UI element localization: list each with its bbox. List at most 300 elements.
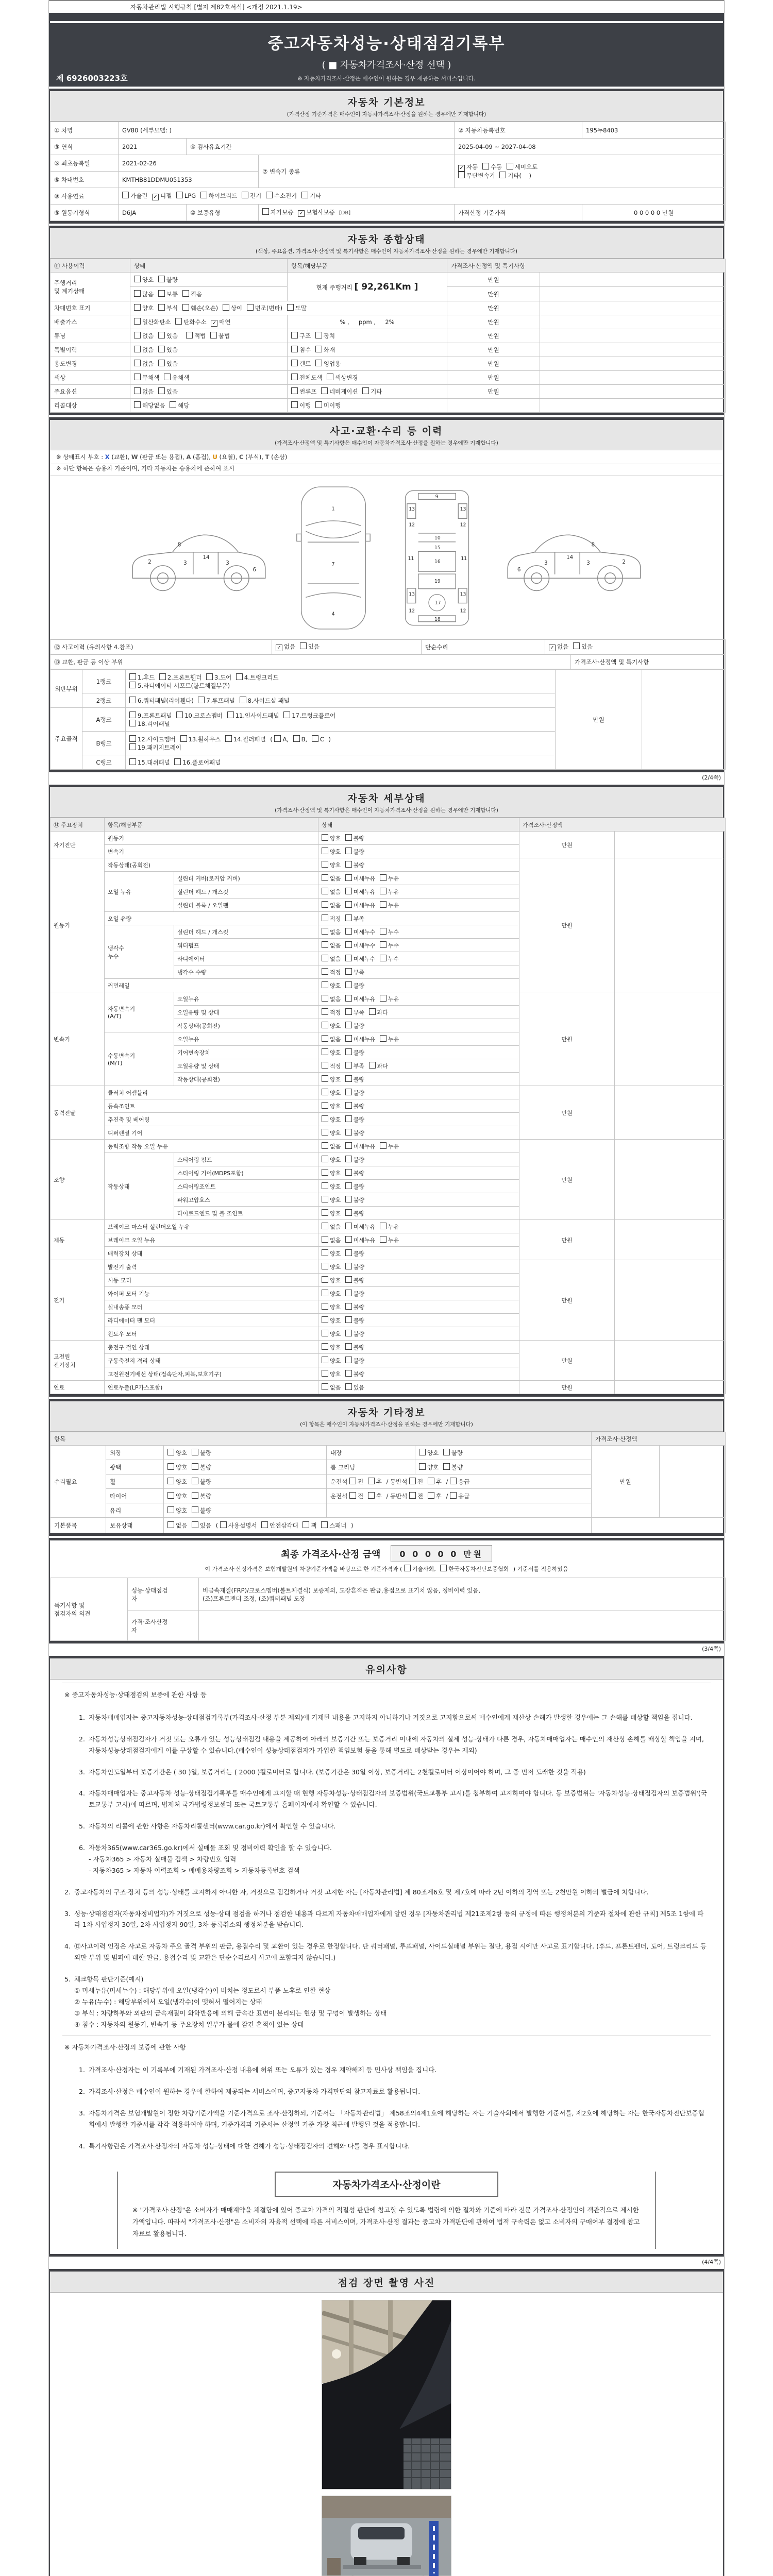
checkbox-부족[interactable]: 부족 xyxy=(345,968,364,976)
appraiser-remark xyxy=(199,1611,726,1641)
checkbox-기타[interactable]: 기타 xyxy=(362,387,382,396)
section-subtitle: (가격조사·산정액 및 특기사항은 매수인이 자동차가격조사·산정을 원하는 경우에만 기재합니다) xyxy=(275,807,498,814)
checkbox-불량[interactable]: 불량 xyxy=(345,1102,364,1110)
cell: 원동기 xyxy=(51,858,105,992)
checkbox-미세누유[interactable]: 미세누유 xyxy=(345,874,376,883)
checkbox-양호[interactable]: 양호 xyxy=(322,1075,341,1083)
checkbox-부족[interactable]: 부족 xyxy=(345,914,364,923)
checkbox-전[interactable]: 전 xyxy=(349,1478,363,1486)
checkbox-기타( )[interactable]: 기타( ) xyxy=(499,172,531,180)
checkbox-양호[interactable]: 양호 xyxy=(167,1463,187,1471)
checkbox-양호[interactable]: 양호 xyxy=(134,304,154,312)
checkbox-누유[interactable]: 누유 xyxy=(380,1223,399,1231)
checkbox-누유[interactable]: 누유 xyxy=(380,888,399,896)
final-price-note: 이 가격조사·산정가격은 보험개발원의 차량기준가액을 바탕으로 한 기준가격과 ( 기술사회, 한국자동차진단보증협회 ) 기준서를 적용하였음 xyxy=(205,1566,568,1572)
checkbox-해당없음[interactable]: 해당없음 xyxy=(134,401,165,410)
section-title: 자동차 기타정보 xyxy=(347,1407,426,1418)
checkbox-있음[interactable]: 있음 xyxy=(192,1521,211,1530)
checkbox-불량[interactable]: 불량 xyxy=(192,1449,211,1457)
checkbox-전기[interactable]: 전기 xyxy=(242,192,261,200)
cell: 브레이크 마스터 실린더오일 누유 xyxy=(105,1220,318,1233)
checkbox-양호[interactable]: 양호 xyxy=(322,1129,341,1137)
checkbox-보험사보증[interactable]: ✓ 보험사보증 xyxy=(298,208,335,217)
checkbox-장치[interactable]: 장치 xyxy=(315,332,335,340)
cell: 만원 xyxy=(447,371,540,385)
checkbox-LPG[interactable]: LPG xyxy=(176,192,196,199)
checkbox-없음[interactable]: 없음 xyxy=(322,901,341,909)
checkbox-있음[interactable]: 있음 xyxy=(158,346,178,354)
checkbox-상이[interactable]: 상이 xyxy=(223,304,242,312)
cell: 스티어링 펌프 xyxy=(174,1153,318,1166)
checkbox-불량[interactable]: 불량 xyxy=(345,1196,364,1204)
cell xyxy=(615,1381,726,1394)
checkbox-보통[interactable]: 보통 xyxy=(158,290,178,298)
checkbox-양호[interactable]: 양호 xyxy=(322,1089,341,1097)
cell xyxy=(272,640,422,654)
checkbox-양호[interactable]: 양호 xyxy=(419,1449,439,1457)
checkbox-있음[interactable]: 있음 xyxy=(345,1383,364,1392)
diagram-label: 19 xyxy=(434,579,441,584)
notice-item: 5. 자동차의 리콜에 관한 사항은 자동차리콜센터(www.car.go.kr)에서 확인할 수 있습니다. xyxy=(79,1822,336,1831)
checkbox-2.프론트휀더[interactable]: 2.프론트휀더 xyxy=(159,673,202,682)
checkbox-양호[interactable]: 양호 xyxy=(322,1370,341,1378)
checkbox-과다[interactable]: 과다 xyxy=(369,1062,388,1070)
cell: 2랭크 xyxy=(82,693,126,708)
inspection-photo-2 xyxy=(322,2496,451,2576)
checkbox-구조[interactable]: 구조 xyxy=(291,332,311,340)
checkbox-없음[interactable]: 없음 xyxy=(322,874,341,883)
cell xyxy=(318,952,519,965)
checkbox-부족[interactable]: 부족 xyxy=(345,1062,364,1070)
diagram-label: 3 xyxy=(226,560,229,567)
checkbox-누유[interactable]: 누유 xyxy=(380,1142,399,1150)
checkbox-양호[interactable]: 양호 xyxy=(322,848,341,856)
detail-condition-table xyxy=(50,818,723,1394)
checkbox-누유[interactable]: 누유 xyxy=(380,1236,399,1244)
checkbox-불량[interactable]: 불량 xyxy=(192,1463,211,1471)
checkbox-해당[interactable]: 해당 xyxy=(170,401,189,410)
notice-item: 3. 자동차인도일부터 보증기간은 ( 30 )일, 보증거리는 ( 2000 )킬로미터로 합니다. (보증기간은 30일 이상, 보증거리는 2천킬로미터 이상이어야 하며, 그 중 먼저 도래한 것을 적용) xyxy=(79,1768,586,1776)
label-vin: ⑥ 차대번호 xyxy=(51,172,119,188)
cell: 기어변속장치 xyxy=(174,1046,318,1059)
checkbox-탄화수소[interactable]: 탄화수소 xyxy=(175,318,206,326)
checkbox-양호[interactable]: 양호 xyxy=(322,1303,341,1311)
checkbox-양호[interactable]: 양호 xyxy=(322,1276,341,1284)
checkbox-C[interactable]: C xyxy=(312,735,324,743)
checkbox-없음[interactable]: 없음 xyxy=(134,332,154,340)
checkbox-5.라디에이터 서포트(볼트체결부품)[interactable]: 5.라디에이터 서포트(볼트체결부품) xyxy=(129,682,230,690)
section-final-price xyxy=(49,1538,724,1643)
checkbox-8.사이드실 패널[interactable]: 8.사이드실 패널 xyxy=(240,697,290,705)
panel-rank-table xyxy=(50,669,723,770)
checkbox-불량[interactable]: 불량 xyxy=(345,1370,364,1378)
checkbox-19.패키지트레이[interactable]: 19.패키지트레이 xyxy=(129,743,181,752)
cell xyxy=(130,273,288,287)
checkbox-6.쿼터패널(리어휀다)[interactable]: 6.쿼터패널(리어휀다) xyxy=(129,697,194,705)
checkbox-양호[interactable]: 양호 xyxy=(134,276,154,284)
cell xyxy=(318,1113,519,1126)
checkbox-불량[interactable]: 불량 xyxy=(345,1263,364,1271)
checkbox-색상변경[interactable]: 색상변경 xyxy=(327,374,358,382)
cell xyxy=(318,1367,519,1381)
cell: 만원 xyxy=(447,357,540,371)
cell xyxy=(318,899,519,912)
cell xyxy=(288,343,447,357)
cell xyxy=(318,965,519,979)
cell xyxy=(164,1446,327,1460)
checkbox-누수[interactable]: 누수 xyxy=(380,955,399,963)
checkbox-무채색[interactable]: 무채색 xyxy=(134,374,159,382)
checkbox-누수[interactable]: 누수 xyxy=(380,941,399,950)
checkbox-없음[interactable]: 없음 xyxy=(322,1236,341,1244)
checkbox-양호[interactable]: 양호 xyxy=(322,1196,341,1204)
checkbox-침수[interactable]: 침수 xyxy=(291,346,311,354)
cell xyxy=(164,1489,327,1503)
checkbox-영업용[interactable]: 영업용 xyxy=(315,360,341,368)
checkbox-불량[interactable]: 불량 xyxy=(443,1449,463,1457)
checkbox-누수[interactable]: 누수 xyxy=(380,928,399,936)
checkbox-유채색[interactable]: 유채색 xyxy=(164,374,189,382)
diagram-label: 12 xyxy=(460,608,466,614)
checkbox-양호[interactable]: 양호 xyxy=(322,1316,341,1325)
checkbox-미세누유[interactable]: 미세누유 xyxy=(345,901,376,909)
checkbox-불량[interactable]: 불량 xyxy=(345,981,364,990)
checkbox-있음[interactable]: 있음 xyxy=(158,332,178,340)
checkbox-양호[interactable]: 양호 xyxy=(322,1343,341,1351)
checkbox-후[interactable]: 후 xyxy=(428,1478,442,1486)
checkbox-사용설명서[interactable]: 사용설명서 xyxy=(220,1521,257,1530)
checkbox-적정[interactable]: 적정 xyxy=(322,1008,341,1016)
checkbox-불량[interactable]: 불량 xyxy=(345,1249,364,1258)
checkbox-응급[interactable]: 응급 xyxy=(450,1492,469,1500)
checkbox-적정[interactable]: 적정 xyxy=(322,968,341,976)
cell: 배력장치 상태 xyxy=(105,1247,318,1260)
checkbox-렌트[interactable]: 렌트 xyxy=(291,360,311,368)
checkbox-스패너[interactable]: 스패너 xyxy=(321,1521,346,1530)
checkbox-양호[interactable]: 양호 xyxy=(322,981,341,990)
checkbox-A,[interactable]: A, xyxy=(274,735,289,743)
cell: 만원 xyxy=(519,1260,615,1341)
checkbox-불량[interactable]: 불량 xyxy=(345,1156,364,1164)
checkbox-미세누유[interactable]: 미세누유 xyxy=(345,1035,376,1043)
checkbox-양호[interactable]: 양호 xyxy=(322,1290,341,1298)
checkbox-미세누유[interactable]: 미세누유 xyxy=(345,1142,376,1150)
cell: 자동변속기 (A/T) xyxy=(105,992,174,1032)
cell xyxy=(318,1233,519,1247)
checkbox-불량[interactable]: 불량 xyxy=(345,1209,364,1217)
section-subtitle: (가격산정 기준가격은 매수인이 자동차가격조사·산정을 원하는 경우에만 기재합니다) xyxy=(287,111,486,117)
car-diagram-side-right xyxy=(502,506,646,609)
checkbox-불량[interactable]: 불량 xyxy=(345,1089,364,1097)
checkbox-15.대쉬패널[interactable]: 15.대쉬패널 xyxy=(129,758,170,767)
diagram-label: 3 xyxy=(544,560,548,567)
cell: 만원 xyxy=(519,1140,615,1220)
checkbox-양호[interactable]: 양호 xyxy=(322,861,341,869)
checkbox-양호[interactable]: 양호 xyxy=(322,1169,341,1177)
checkbox-없음[interactable]: ✓ 없음 xyxy=(276,642,295,651)
section-detail-title-band xyxy=(50,787,723,818)
checkbox-7.루프패널[interactable]: 7.루프패널 xyxy=(198,697,234,705)
cell xyxy=(415,1460,592,1475)
checkbox-없음[interactable]: 없음 xyxy=(322,1142,341,1150)
cell: 디퍼렌셜 기어 xyxy=(105,1126,318,1140)
cell xyxy=(130,371,288,385)
checkbox-적정[interactable]: 적정 xyxy=(322,1062,341,1070)
checkbox-17.트렁크플로어[interactable]: 17.트렁크플로어 xyxy=(283,711,335,720)
notice-item: 2. 중고자동차의 구조·장치 등의 성능·상태를 고지하지 아니한 자, 거짓으로 점검하거나 거짓 고지한 자는 [자동차관리법] 제 80조제6호 및 제7호에 따라 2년 이하의 징역 또는 2천만원 이하의 벌금에 처합니다. xyxy=(64,1888,649,1896)
cell xyxy=(164,1475,327,1489)
checkbox-양호[interactable]: 양호 xyxy=(167,1478,187,1486)
checkbox-양호[interactable]: 양호 xyxy=(322,1156,341,1164)
checkbox-후[interactable]: 후 xyxy=(368,1478,382,1486)
cell: 동력조향 작동 오일 누유 xyxy=(105,1140,318,1153)
checkbox-불량[interactable]: 불량 xyxy=(345,1129,364,1137)
cell xyxy=(130,329,288,343)
checkbox-불량[interactable]: 불량 xyxy=(345,1182,364,1191)
checkbox-9.프론트패널[interactable]: 9.프론트패널 xyxy=(129,711,172,720)
cell: 타이로드엔드 및 볼 조인트 xyxy=(174,1207,318,1220)
checkbox-세미오토[interactable]: 세미오토 xyxy=(507,163,537,171)
cell: 항목/해당부품 xyxy=(288,259,447,273)
checkbox-불량[interactable]: 불량 xyxy=(192,1478,211,1486)
checkbox-양호[interactable]: 양호 xyxy=(322,1022,341,1030)
checkbox-불량[interactable]: 불량 xyxy=(345,1357,364,1365)
checkbox-미세누유[interactable]: 미세누유 xyxy=(345,888,376,896)
cell xyxy=(318,1073,519,1086)
checkbox-썬루프[interactable]: 썬루프 xyxy=(291,387,316,396)
checkbox-불량[interactable]: 불량 xyxy=(345,1169,364,1177)
checkbox-변조(변타)[interactable]: 변조(변타) xyxy=(247,304,282,312)
checkbox-누유[interactable]: 누유 xyxy=(380,995,399,1003)
checkbox-가솔린[interactable]: 가솔린 xyxy=(122,192,147,200)
checkbox-무단변속기[interactable]: 무단변속기 xyxy=(458,172,495,180)
checkbox-10.크로스멤버[interactable]: 10.크로스멤버 xyxy=(176,711,223,720)
checkbox-양호[interactable]: 양호 xyxy=(322,1330,341,1338)
checkbox-불량[interactable]: 불량 xyxy=(345,1048,364,1057)
checkbox-있음[interactable]: 있음 xyxy=(158,387,178,396)
basic-info-table xyxy=(50,122,723,221)
checkbox-3.도어[interactable]: 3.도어 xyxy=(206,673,231,682)
checkbox-없음[interactable]: 없음 xyxy=(322,941,341,950)
checkbox-자가보증[interactable]: 자가보증 xyxy=(262,208,293,216)
checkbox-있음[interactable]: 있음 xyxy=(300,642,320,651)
checkbox-불량[interactable]: 불량 xyxy=(345,834,364,842)
checkbox-화재[interactable]: 화재 xyxy=(315,346,335,354)
value-inspection-period: 2025-04-09 ~ 2027-04-08 xyxy=(455,139,726,155)
checkbox-불량[interactable]: 불량 xyxy=(345,1316,364,1325)
checkbox-후[interactable]: 후 xyxy=(428,1492,442,1500)
checkbox-없음[interactable]: ✓ 없음 xyxy=(549,642,568,651)
checkbox-양호[interactable]: 양호 xyxy=(167,1449,187,1457)
checkbox-16.플로어패널[interactable]: 16.플로어패널 xyxy=(174,758,221,767)
cell: 상태 xyxy=(130,259,288,273)
cell: 시동 모터 xyxy=(105,1274,318,1287)
diagram-label: 15 xyxy=(434,545,441,551)
checkbox-미세누유[interactable]: 미세누유 xyxy=(345,995,376,1003)
checkbox-부식[interactable]: 부식 xyxy=(158,304,178,312)
checkbox-있음[interactable]: 있음 xyxy=(573,642,593,651)
checkbox-한국자동차진단보증협회[interactable]: 한국자동차진단보증협회 xyxy=(440,1565,509,1573)
checkbox-자동[interactable]: ✓ 자동 xyxy=(458,163,478,172)
checkbox-미세누수[interactable]: 미세누수 xyxy=(345,955,376,963)
checkbox-양호[interactable]: 양호 xyxy=(167,1506,187,1515)
checkbox-없음[interactable]: 없음 xyxy=(134,360,154,368)
cell xyxy=(318,1032,519,1046)
checkbox-양호[interactable]: 양호 xyxy=(322,1182,341,1191)
checkbox-디젤[interactable]: ✓ 디젤 xyxy=(152,192,172,200)
section-basic-title-band xyxy=(50,91,723,122)
checkbox-양호[interactable]: 양호 xyxy=(322,1357,341,1365)
label-engine-type: ⑨ 원동기형식 xyxy=(51,205,119,221)
checkbox-적정[interactable]: 적정 xyxy=(322,914,341,923)
checkbox-불량[interactable]: 불량 xyxy=(345,861,364,869)
checkbox-전[interactable]: 전 xyxy=(349,1492,363,1500)
checkbox-기타[interactable]: 기타 xyxy=(301,192,321,200)
cell: 냉각수 수량 xyxy=(174,965,318,979)
value-fuel xyxy=(119,188,726,205)
cell xyxy=(540,273,726,287)
checkbox-전[interactable]: 전 xyxy=(409,1492,423,1500)
checkbox-미세누수[interactable]: 미세누수 xyxy=(345,928,376,936)
cell: 용도변경 xyxy=(51,357,130,371)
checkbox-있음[interactable]: 있음 xyxy=(158,360,178,368)
cell xyxy=(126,670,556,693)
checkbox-많음[interactable]: 많음 xyxy=(134,290,154,298)
checkbox-14.필러패널[interactable]: 14.필러패널 xyxy=(225,735,266,743)
checkbox-불량[interactable]: 불량 xyxy=(345,1075,364,1083)
checkbox-불량[interactable]: 불량 xyxy=(192,1506,211,1515)
checkbox-양호[interactable]: 양호 xyxy=(322,1115,341,1124)
cell: 오일누유 xyxy=(174,1032,318,1046)
checkbox-없음[interactable]: 없음 xyxy=(322,955,341,963)
checkbox-없음[interactable]: 없음 xyxy=(322,1035,341,1043)
cell: 오일누유 xyxy=(174,992,318,1006)
cell: 가격·조사산정 자 xyxy=(128,1611,199,1641)
checkbox-양호[interactable]: 양호 xyxy=(322,1209,341,1217)
checkbox-불량[interactable]: 불량 xyxy=(345,1343,364,1351)
notice-item: 6. 자동차365(www.car365.go.kr)에서 실매물 조회 및 정비이력 확인을 할 수 있습니다. - 자동차365 > 자동차 실매물 검색 > 차량번호 입력 - 자동차365 > 자동차 이력조회 > 매매용차량조회 > 자동차등록번호 검색 xyxy=(79,1844,332,1874)
checkbox-없음[interactable]: 없음 xyxy=(134,387,154,396)
checkbox-훼손(오손)[interactable]: 훼손(오손) xyxy=(182,304,218,312)
diagram-label: 13 xyxy=(409,591,415,598)
checkbox-18.리어패널[interactable]: 18.리어패널 xyxy=(129,720,170,728)
cell: 실린더 블록 / 오일팬 xyxy=(174,899,318,912)
checkbox-양호[interactable]: 양호 xyxy=(322,834,341,842)
checkbox-없음[interactable]: 없음 xyxy=(322,928,341,936)
checkbox-누유[interactable]: 누유 xyxy=(380,901,399,909)
cell xyxy=(318,1180,519,1193)
checkbox-적음[interactable]: 적음 xyxy=(182,290,202,298)
checkbox-잭[interactable]: 잭 xyxy=(303,1521,316,1530)
checkbox-없음[interactable]: 없음 xyxy=(322,888,341,896)
cell: 실내송풍 모터 xyxy=(105,1300,318,1314)
checkbox-1.후드[interactable]: 1.후드 xyxy=(129,673,155,682)
checkbox-불량[interactable]: 불량 xyxy=(345,1290,364,1298)
cell: 수동변속기 (M/T) xyxy=(105,1032,174,1086)
checkbox-양호[interactable]: 양호 xyxy=(322,1048,341,1057)
checkbox-없음[interactable]: 없음 xyxy=(322,1223,341,1231)
checkbox-없음[interactable]: 없음 xyxy=(134,346,154,354)
checkbox-부족[interactable]: 부족 xyxy=(345,1008,364,1016)
cell: 만원 xyxy=(447,329,540,343)
checkbox-불법[interactable]: 불법 xyxy=(210,332,230,340)
label-fuel: ⑧ 사용연료 xyxy=(51,188,119,205)
checkbox-불량[interactable]: 불량 xyxy=(345,1303,364,1311)
checkbox-불량[interactable]: 불량 xyxy=(345,848,364,856)
checkbox-없음[interactable]: 없음 xyxy=(322,1383,341,1392)
checkbox-도말[interactable]: 도말 xyxy=(287,304,307,312)
notice-item: 3. 자동차가격은 보험개발원이 정한 차량기준가액을 기준가격으로 조사·산정하되, 기준서는 「자동차관리법」 제58조의4제1호에 해당하는 자는 기술사회에서 발행한 기준서를, 제2호에 해당하는 자는 한국자동차진단보증협회에서 발행한 기준서를 각각 적용하여야 하며, 기준가격과 기준서는 산정일 기준 가장 최근에 발행된 것을 적용합니다. xyxy=(79,2109,704,2128)
checkbox-양호[interactable]: 양호 xyxy=(322,1102,341,1110)
cell xyxy=(540,287,726,301)
checkbox-불량[interactable]: 불량 xyxy=(345,1022,364,1030)
checkbox-4.트렁크리드[interactable]: 4.트렁크리드 xyxy=(236,673,279,682)
checkbox-양호[interactable]: 양호 xyxy=(419,1463,439,1471)
checkbox-응급[interactable]: 응급 xyxy=(450,1478,469,1486)
label-model-year: ③ 연식 xyxy=(51,139,119,155)
cell: 특기사항 및 점검자의 의견 xyxy=(51,1578,128,1641)
cell xyxy=(540,357,726,371)
checkbox-적법[interactable]: 적법 xyxy=(186,332,206,340)
checkbox-일산화탄소[interactable]: 일산화탄소 xyxy=(134,318,171,326)
checkbox-없음[interactable]: 없음 xyxy=(322,995,341,1003)
checkbox-불량[interactable]: 불량 xyxy=(443,1463,463,1471)
checkbox-양호[interactable]: 양호 xyxy=(322,1249,341,1258)
checkbox-불량[interactable]: 불량 xyxy=(345,1115,364,1124)
checkbox-전[interactable]: 전 xyxy=(409,1478,423,1486)
cell xyxy=(318,885,519,899)
checkbox-미이행[interactable]: 미이행 xyxy=(315,401,341,410)
checkbox-불량[interactable]: 불량 xyxy=(192,1492,211,1500)
checkbox-안전삼각대[interactable]: 안전삼각대 xyxy=(261,1521,298,1530)
checkbox-이행[interactable]: 이행 xyxy=(291,401,311,410)
cell xyxy=(615,992,726,1086)
checkbox-누유[interactable]: 누유 xyxy=(380,874,399,883)
checkbox-후[interactable]: 후 xyxy=(368,1492,382,1500)
checkbox-수동[interactable]: 수동 xyxy=(482,163,502,171)
cell: 와이퍼 모터 기능 xyxy=(105,1287,318,1300)
form-regulation-note: 자동차관리법 시행규칙 [별지 제82호서식] <개정 2021.1.19> xyxy=(49,0,724,13)
checkbox-11.인사이드패널[interactable]: 11.인사이드패널 xyxy=(227,711,279,720)
checkbox-없음[interactable]: 없음 xyxy=(167,1521,187,1530)
checkbox-누유[interactable]: 누유 xyxy=(380,1035,399,1043)
checkbox-양호[interactable]: 양호 xyxy=(167,1492,187,1500)
checkbox-불량[interactable]: 불량 xyxy=(345,1276,364,1284)
checkbox-B,[interactable]: B, xyxy=(293,735,308,743)
checkbox-과다[interactable]: 과다 xyxy=(369,1008,388,1016)
checkbox-미세누유[interactable]: 미세누유 xyxy=(345,1223,376,1231)
checkbox-불량[interactable]: 불량 xyxy=(345,1330,364,1338)
checkbox-하이브리드[interactable]: 하이브리드 xyxy=(200,192,238,200)
cell: 튜닝 xyxy=(51,329,130,343)
cell: 작동상태(공회전) xyxy=(174,1019,318,1032)
value-transmission xyxy=(455,155,726,188)
checkbox-불량[interactable]: 불량 xyxy=(158,276,178,284)
checkbox-수소전기[interactable]: 수소전기 xyxy=(266,192,297,200)
checkbox-네비게이션[interactable]: 네비게이션 xyxy=(321,387,358,396)
checkbox-전체도색[interactable]: 전체도색 xyxy=(291,374,322,382)
cell xyxy=(318,1274,519,1287)
checkbox-미세누유[interactable]: 미세누유 xyxy=(345,1236,376,1244)
checkbox-13.휠하우스[interactable]: 13.휠하우스 xyxy=(180,735,221,743)
checkbox-12.사이드멤버[interactable]: 12.사이드멤버 xyxy=(129,735,176,743)
checkbox-기술사회,[interactable]: 기술사회, xyxy=(404,1565,436,1573)
cell: 윈도우 모터 xyxy=(105,1327,318,1341)
passenger-car-note: ※ 하단 항목은 승용차 기준이며, 기타 자동차는 승용차에 준하여 표시 xyxy=(50,464,723,476)
checkbox-매연[interactable]: ✓ 매연 xyxy=(211,318,230,327)
checkbox-양호[interactable]: 양호 xyxy=(322,1263,341,1271)
checkbox-미세누수[interactable]: 미세누수 xyxy=(345,941,376,950)
